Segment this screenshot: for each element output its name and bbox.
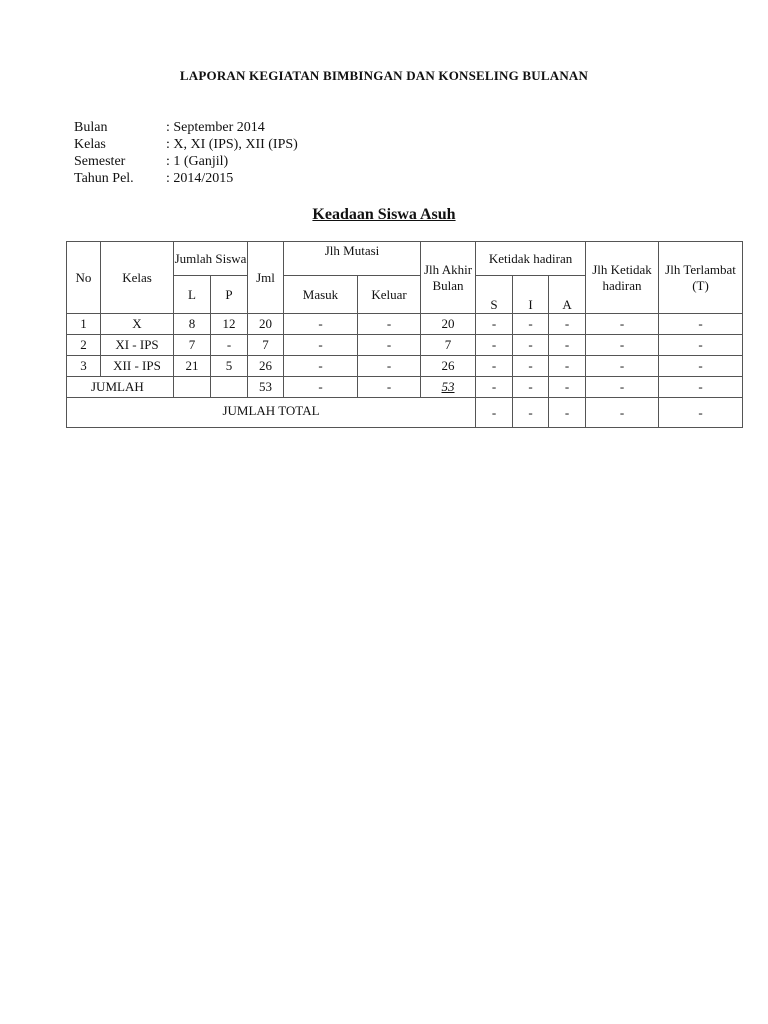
header-s: S <box>476 276 513 314</box>
table-row <box>67 356 743 377</box>
student-table <box>66 241 743 428</box>
cell-a: - <box>549 314 586 335</box>
header-a: A <box>549 276 586 314</box>
cell-jumlah-total-label: JUMLAH TOTAL <box>67 398 476 428</box>
cell-l <box>174 377 211 398</box>
jumlah-row <box>67 377 743 398</box>
cell-akhir: 53 <box>421 377 476 398</box>
cell-p: 5 <box>211 356 248 377</box>
jumlah-total-row <box>67 398 743 428</box>
table-row <box>67 314 743 335</box>
info-row-bulan <box>74 119 298 136</box>
cell-terlambat: - <box>659 398 743 428</box>
cell-no: 2 <box>67 335 101 356</box>
cell-jlh-tidak: - <box>586 314 659 335</box>
info-label: Kelas <box>74 137 106 152</box>
cell-jml: 53 <box>248 377 284 398</box>
cell-keluar: - <box>358 377 421 398</box>
info-value: : X, XI (IPS), XII (IPS) <box>166 137 298 152</box>
header-jumlah-siswa: Jumlah Siswa <box>174 242 248 276</box>
cell-akhir: 26 <box>421 356 476 377</box>
cell-jlh-tidak: - <box>586 377 659 398</box>
cell-jml: 20 <box>248 314 284 335</box>
cell-masuk: - <box>284 356 358 377</box>
cell-terlambat: - <box>659 356 743 377</box>
header-keluar: Keluar <box>358 276 421 314</box>
cell-jlh-tidak: - <box>586 335 659 356</box>
cell-i: - <box>513 314 549 335</box>
info-value: : 2014/2015 <box>166 171 234 186</box>
report-title: LAPORAN KEGIATAN BIMBINGAN DAN KONSELING BULANAN <box>179 68 589 83</box>
header-no: No <box>67 242 101 314</box>
cell-i: - <box>513 398 549 428</box>
info-row-semester <box>74 153 298 170</box>
cell-masuk: - <box>284 335 358 356</box>
cell-kelas: XII - IPS <box>101 356 174 377</box>
info-row-kelas <box>74 136 298 153</box>
cell-kelas: X <box>101 314 174 335</box>
info-label: Tahun Pel. <box>74 171 134 186</box>
cell-masuk: - <box>284 377 358 398</box>
header-row-top <box>67 242 743 276</box>
cell-jml: 26 <box>248 356 284 377</box>
cell-a: - <box>549 377 586 398</box>
cell-keluar: - <box>358 314 421 335</box>
info-label: Semester <box>74 154 126 169</box>
cell-no: 1 <box>67 314 101 335</box>
header-jlh-akhir-bulan: Jlh Akhir Bulan <box>421 242 476 314</box>
cell-p: 12 <box>211 314 248 335</box>
cell-s: - <box>476 314 513 335</box>
header-jml: Jml <box>248 242 284 314</box>
cell-terlambat: - <box>659 335 743 356</box>
cell-keluar: - <box>358 335 421 356</box>
cell-a: - <box>549 335 586 356</box>
cell-i: - <box>513 377 549 398</box>
header-jlh-ketidakhadiran: Jlh Ketidak hadiran <box>586 242 659 314</box>
cell-a: - <box>549 356 586 377</box>
header-jlh-mutasi: Jlh Mutasi <box>284 242 421 276</box>
cell-terlambat: - <box>659 377 743 398</box>
cell-kelas: XI - IPS <box>101 335 174 356</box>
cell-terlambat: - <box>659 314 743 335</box>
cell-l: 7 <box>174 335 211 356</box>
header-i: I <box>513 276 549 314</box>
info-row-tahun <box>74 170 298 187</box>
cell-keluar: - <box>358 356 421 377</box>
cell-l: 21 <box>174 356 211 377</box>
cell-jml: 7 <box>248 335 284 356</box>
header-jlh-terlambat: Jlh Terlambat (T) <box>659 242 743 314</box>
cell-p: - <box>211 335 248 356</box>
table-row <box>67 335 743 356</box>
cell-akhir: 20 <box>421 314 476 335</box>
cell-jumlah-label: JUMLAH <box>67 377 174 398</box>
cell-no: 3 <box>67 356 101 377</box>
header-kelas: Kelas <box>101 242 174 314</box>
info-label: Bulan <box>74 120 108 135</box>
cell-jlh-tidak: - <box>586 398 659 428</box>
info-value: : September 2014 <box>166 120 265 135</box>
cell-l: 8 <box>174 314 211 335</box>
section-subtitle: Keadaan Siswa Asuh <box>312 206 456 223</box>
cell-s: - <box>476 377 513 398</box>
cell-jlh-tidak: - <box>586 356 659 377</box>
cell-masuk: - <box>284 314 358 335</box>
header-l: L <box>174 276 211 314</box>
header-masuk: Masuk <box>284 276 358 314</box>
cell-s: - <box>476 398 513 428</box>
cell-i: - <box>513 335 549 356</box>
report-info <box>74 119 298 187</box>
info-value: : 1 (Ganjil) <box>166 154 229 169</box>
cell-p <box>211 377 248 398</box>
header-ketidakhadiran: Ketidak hadiran <box>476 242 586 276</box>
cell-akhir: 7 <box>421 335 476 356</box>
cell-i: - <box>513 356 549 377</box>
header-p: P <box>211 276 248 314</box>
cell-s: - <box>476 335 513 356</box>
cell-a: - <box>549 398 586 428</box>
cell-s: - <box>476 356 513 377</box>
